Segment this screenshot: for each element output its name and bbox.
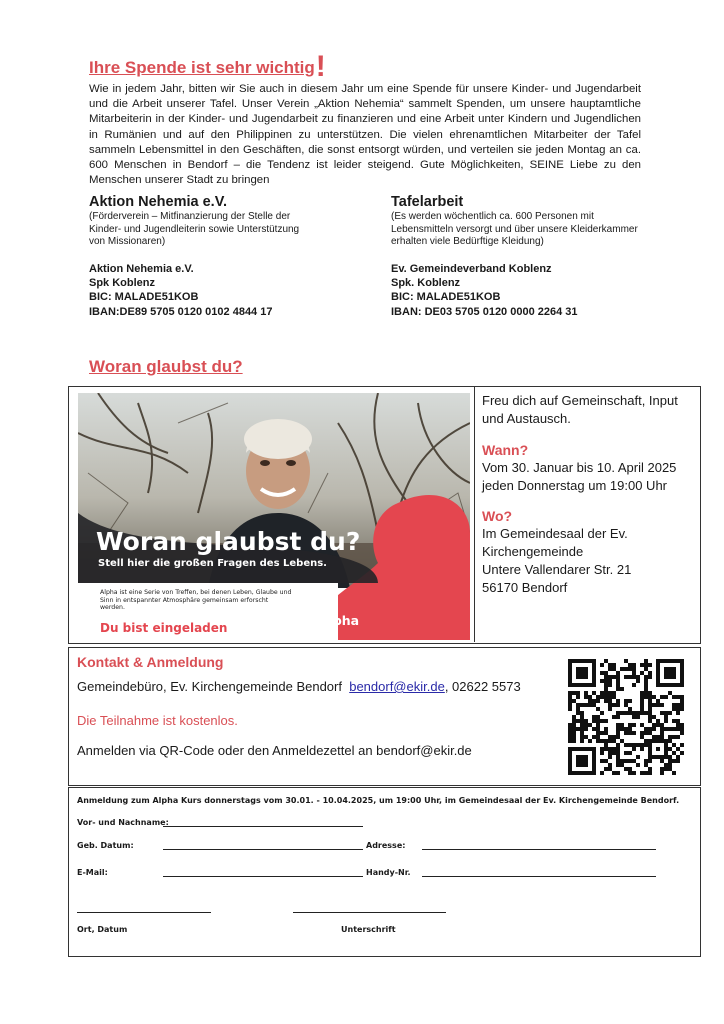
bank-line: Ev. Gemeindeverband Koblenz xyxy=(391,263,552,275)
divider xyxy=(474,387,475,642)
alpha-section-title: Woran glaubst du? xyxy=(89,357,243,376)
where-line: 56170 Bendorf xyxy=(482,580,568,595)
alpha-intro-text: Freu dich auf Gemeinschaft, Input und Austausch. xyxy=(482,393,678,426)
register-note: Anmelden via QR-Code oder den Anmeldezettel an bendorf@ekir.de xyxy=(77,743,472,758)
email-input[interactable] xyxy=(163,876,363,877)
column-description-tafel: (Es werden wöchentlich ca. 600 Personen mit Lebensmitteln versorgt und über unsere Kleiderkammer erhalten viele Bedürftige Kleidung) xyxy=(391,211,638,248)
qr-code-graphic xyxy=(568,659,684,775)
signature-input[interactable] xyxy=(293,912,446,913)
where-label: Wo? xyxy=(482,508,513,524)
place-date-label: Ort, Datum xyxy=(77,925,128,934)
when-line: jeden Donnerstag um 19:00 Uhr xyxy=(482,478,668,493)
where-line: Untere Vallendarer Str. 21 xyxy=(482,562,632,577)
email-label: E-Mail: xyxy=(77,868,108,877)
contact-title: Kontakt & Anmeldung xyxy=(77,654,224,670)
flyer-subline: Stell hier die großen Fragen des Lebens. xyxy=(98,558,327,569)
bank-line: BIC: MALADE51KOB xyxy=(391,291,501,304)
bank-line: IBAN: DE03 5705 0120 0000 2264 31 xyxy=(391,305,578,318)
form-heading: Anmeldung zum Alpha Kurs donnerstags vom 30.01. - 10.04.2025, um 19:00 Uhr, im Gemeindesaal der Ev. Kirchengemeinde Bendorf. xyxy=(77,796,680,805)
contact-line xyxy=(77,679,521,694)
donation-title-text: Ihre Spende ist sehr wichtig xyxy=(89,58,315,77)
bank-line: Spk Koblenz xyxy=(89,277,156,290)
column-heading-nehemia: Aktion Nehemia e.V. xyxy=(89,194,228,210)
qr-code[interactable] xyxy=(568,659,684,775)
address-label: Adresse: xyxy=(366,841,406,850)
exclamation-mark: ! xyxy=(315,50,326,83)
bank-details-tafel xyxy=(391,262,651,319)
contact-phone: , 02622 5573 xyxy=(444,679,521,694)
name-input[interactable] xyxy=(163,826,363,827)
column-heading-tafel: Tafelarbeit xyxy=(391,194,464,210)
mobile-label: Handy-Nr. xyxy=(366,868,411,877)
where-line: Im Gemeindesaal der Ev. xyxy=(482,526,628,541)
bank-line: Spk. Koblenz xyxy=(391,277,461,290)
contact-email-link[interactable]: bendorf@ekir.de xyxy=(349,679,445,694)
bank-line: Aktion Nehemia e.V. xyxy=(89,263,194,275)
mobile-input[interactable] xyxy=(422,876,656,877)
birth-label: Geb. Datum: xyxy=(77,841,134,850)
alpha-flyer-image xyxy=(78,393,470,640)
when-label: Wann? xyxy=(482,442,529,458)
bank-line: IBAN:DE89 5705 0120 0102 4844 17 xyxy=(89,305,273,318)
office-name: Gemeindebüro, Ev. Kirchengemeinde Bendorf xyxy=(77,679,342,694)
donation-intro-text: Wie in jedem Jahr, bitten wir Sie auch in diesem Jahr um eine Spende für unsere Kinder- und Jugendarbeit und die Arbeit unserer Tafel. Unser Verein „Aktion Nehemia“ sammelt Spenden, um unsere hauptamtliche Mitarbeiterin in der Kinder- und Jugendarbeit zu finanzieren und eine Arbeit unter Kindern und Jugendlichen in Rumänien und auf den Philippinen zu unterstützen. Die vielen ehrenamtlichen Mitarbeiter der Tafel sammeln Lebensmittel in den Geschäften, die sonst entsorgt würden, und verteilen sie jeden Montag an ca. 600 Menschen in Bendorf – die Tendenz ist leider steigend. Gute Möglichkeiten, SEINE Liebe zu den Menschen unserer Stadt zu bringen xyxy=(89,83,641,187)
alpha-logo: Alpha xyxy=(318,613,360,628)
free-note: Die Teilnahme ist kostenlos. xyxy=(77,713,238,728)
when-line: Vom 30. Januar bis 10. April 2025 xyxy=(482,460,677,475)
donation-title xyxy=(89,50,326,84)
bank-details-nehemia xyxy=(89,262,349,319)
name-label: Vor- und Nachname: xyxy=(77,818,169,827)
signature-label: Unterschrift xyxy=(341,925,396,934)
place-date-input[interactable] xyxy=(77,912,211,913)
where-line: Kirchengemeinde xyxy=(482,544,584,559)
flyer-headline: Woran glaubst du? xyxy=(96,527,361,556)
alpha-info xyxy=(482,392,694,597)
birth-input[interactable] xyxy=(163,849,363,850)
flyer-description: Alpha ist eine Serie von Treffen, bei denen Leben, Glaube und Sinn in entspannter Atmosphäre gemeinsam erforscht werden. xyxy=(100,589,292,612)
address-input[interactable] xyxy=(422,849,656,850)
bank-line: BIC: MALADE51KOB xyxy=(89,291,199,304)
column-description-nehemia: (Förderverein – Mitfinanzierung der Stelle der Kinder- und Jugendleiterin sowie Unterstützung von Missionaren) xyxy=(89,211,300,248)
flyer-invite: Du bist eingeladen xyxy=(100,621,228,635)
